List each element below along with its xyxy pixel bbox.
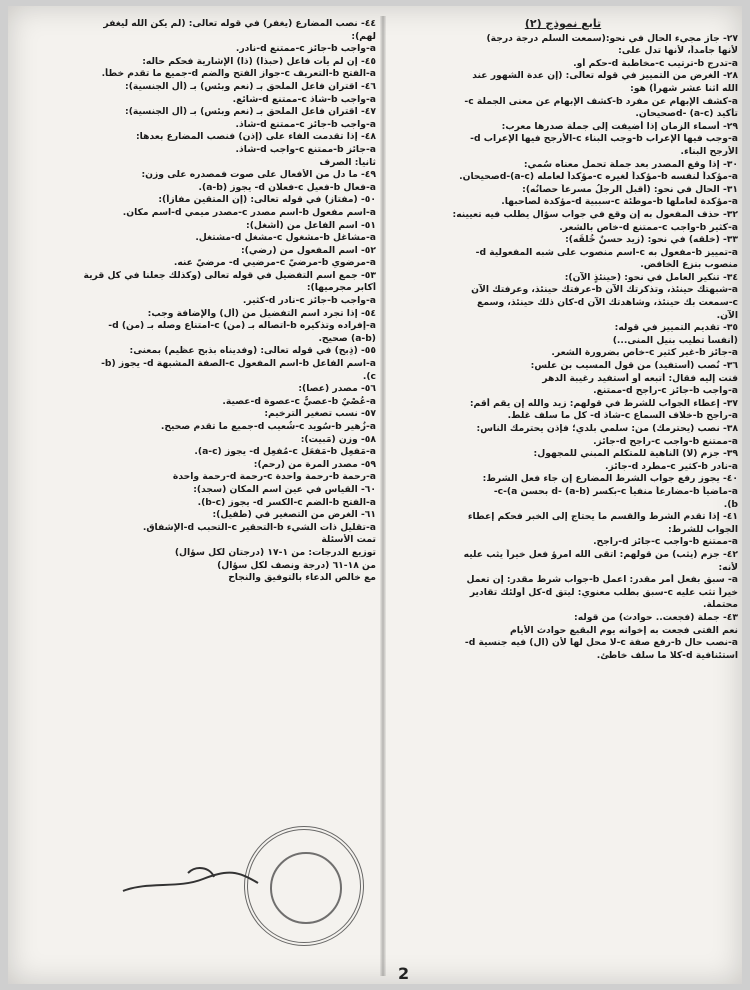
right-column-line: ٣١- الحال في نحو: (أقبل الرجلُ مسرعاً حصانُه): [522,183,738,195]
left-column-line: a-جائز b-ممتنع c-واجب d-شاذ. [235,143,376,155]
left-column-line: لهم): [351,30,376,42]
right-column-line: a-كثير b-واجب c-ممتنع d-خاص بالشعر. [559,221,738,233]
left-column-line: تمت الأسئلة [321,534,376,546]
left-column [26,18,376,958]
right-column-line: لأنه: [718,561,738,573]
left-column-line: ٤٨- إذا تقدمت الفاء على (إذن) فنصب المضارع بعدها: [135,131,376,143]
right-column-line: c-سمعت بك حينئذ، وشاهدتك الآن d-كان ذلك حينئذ، وسمع [477,297,738,309]
right-column-line: ٣٣- (خلقه) في نحو: (زيد حسنٌ خُلقَه): [565,234,738,246]
right-column-line: ٣٠- إذا وقع المصدر بعد جملة تحمل معناه سُمي: [523,158,738,170]
right-column-line: ٣٤- تنكير العامل في نحو: (حينئذٍ الآن): [564,271,738,283]
page-number: 2 [398,964,410,983]
left-column-line: ٥٩- مصدر المرة من (رحم): [253,458,376,470]
left-column-line: ٥٤- إذا تجرد اسم التفضيل من (أل) والإضافة وجب: [147,307,376,319]
left-column-line: أكابر مجرميها): [306,282,376,294]
right-column-line: a-ممتنع b-واجب c-راجح d-جائز. [593,435,738,447]
left-column-line: ٥٧- نسب تصغير الترخيم: [264,408,376,420]
right-column-line: a-شبهتك حينئذ، وتذكرتك الآن b-عرفتك حينئذ، وعرفتك الآن [471,284,738,296]
left-column-line: a-واجب b-شاذ c-ممتنع d-شائع. [232,93,376,105]
left-column-line: a-مشاغل b-مشغول c-مشغل d-مشتغل. [195,232,376,244]
right-column-line: خيراً تثب عليه c-سبق بطلب معنوي: ليتق d-كل أولئك تقادير [469,586,738,598]
right-column-line: ٤٢- جزم (يثب) من قولهم: اتقى الله امرؤ فعل خيراً يثب عليه [463,548,738,560]
right-column-line: لأنها جامداً، لأنها تدل على: [618,45,738,57]
left-column-line: a-واجب b-جائز c-نادر d-كثير. [242,295,376,307]
right-column-line: ٣٨- نصب (يحترمك) من: سلمي بلدي؛ فإذن يحترمك الناس: [476,423,738,434]
left-column-line: a-تقليل ذات الشيء b-التحقير c-التحبب d-الإشفاق. [142,521,376,533]
right-column-line: a-نادر b-كثير c-مطرد d-جائز. [605,460,738,472]
left-question-list [26,18,376,585]
right-column-line: (أنفساً تطيب بنيل المنى...) [612,334,738,346]
left-column-line: a-رحمة b-رحمة واحدة c-رحمة d-رحمة واحدة [172,471,376,483]
right-column-line: a-كشف الإبهام عن مفرد b-كشف الإبهام عن معنى الجملة c- [464,95,738,107]
right-column-line: فنت إليه فقال: أتبعه أو أستفيد رغيبة الدهر [542,372,738,384]
left-column-line: (a-b) صحيح. [318,332,376,344]
left-column-line: ٥٢- اسم المفعول من (رضي): [241,244,376,256]
right-column-line: a-ممتنع b-واجب c-جائز d-راجح. [593,536,738,548]
left-column-line: a-الفتح b-التعريف c-جواز الفتح والضم d-جميع ما تقدم خطأ. [101,68,376,80]
right-column-line: ٢٨- الغرض من التمييز في قوله تعالى: (إن عدة الشهور عند [472,70,738,82]
right-column-line: نعم الفتى فجعت به إخوانه يوم البقيع حوادث الأيام [510,624,738,636]
left-column-line: توزيع الدرجات: من ١-١٧ (درجتان لكل سؤال) [174,546,376,558]
left-column-line: a-مرضوي b-مرضيّ c-مرضيي d- مرضيّ عنه. [173,257,376,269]
right-column-line: استئنافية d-كلا ما سلف خاطئ. [596,649,738,661]
page-fold [380,16,386,976]
right-column-line: a-ماضياً b-مضارعاً منفياً c-بكسر d- (a-b) بحسن c-(a- [493,485,738,497]
right-column-line: ٤٠- يجوز رفع جواب الشرط المضارع إن جاء فعل الشرط: [482,473,738,485]
right-column-line: a-مؤكداً لنفسه b-مؤكداً لغيره c-مؤكداً لعامله d-(a-c)صحيحان. [459,171,738,183]
right-column-line: ٢٧- جاز مجيء الحال في نحو:(سمعت السلم درجة درجة) [486,32,738,44]
left-column-line: a-مَفعِل b-مَفعَل c-مُفعِل d- يجوز (a-c). [194,446,376,458]
right-column-line: محتملة. [702,599,738,611]
left-column-line: a-واجب b-جائز c-ممتنع d-شاذ. [235,118,376,130]
right-column-line: ٣٧- إعطاء الجواب للشرط في قولهم: زيد والله إن يقم أقم: [469,397,738,409]
right-column-line: الجواب للشرط: [667,523,738,535]
left-column-line: a-عُصْيٌ b-عصيٌّ c-عصوة d-عصية. [222,395,376,407]
left-column-line: ٤٦- اقتران فاعل الملحق بـ (نعم وبئس) بـ (أل الجنسية): [125,80,376,92]
right-column-line: الآن. [716,309,738,321]
left-column-line: a-واجب b-جائز c-ممتنع d-نادر. [235,43,376,55]
right-column-line: a-تدرج b-ترتيب c-مخاطبة d-حكم أو. [573,57,738,69]
left-column-line: a-اسم مفعول b-اسم مصدر c-مصدر ميمي d-اسم مكان. [122,206,376,218]
left-column-line: ٥٥- (ذِبح) في قوله تعالى: (وفديناه بذبح عظيم) بمعنى: [129,345,376,357]
right-column [388,18,738,958]
right-column-line: ٣٦- نُصب (أستفيد) من قول المسيب بن علس: [530,360,738,372]
left-column-line: a-الفتح b-الضم c-الكسر d- يجوز (b-c). [197,496,376,508]
right-column-line: ٤١- إذا تقدم الشرط والقسم ما يحتاج إلى الخبر فحكم إعطاء [467,511,738,523]
left-column-line: ٥٦- مصدر (عصا): [298,383,376,395]
left-column-line: من ١٨-٦١ (درجة ونصف لكل سؤال) [217,559,376,571]
left-column-line: مع خالص الدعاء بالتوفيق والنجاح [228,572,376,584]
right-column-line: a-واجب b-جائز c-راجح d-ممتنع. [593,385,738,397]
right-column-line: a-مؤكدة لعاملها b-موطئة c-سببية d-مؤكدة لصاحبها. [501,196,738,208]
right-column-line: ٤٣- جملة (فجعت.. حوادث) من قوله: [574,611,738,623]
signature [118,861,268,901]
left-column-line: ٦٠- القياس في عين اسم المكان (سجد): [193,483,376,495]
left-column-line: ٥١- اسم الفاعل من (أشغل): [246,219,376,231]
right-column-line: a-تمييز b-مفعول به c-اسم منصوب على شبه المفعولية d- [475,246,738,258]
right-column-line: الأرجح البناء. [680,145,738,157]
right-column-line: a-نصب حال b-رفع صفة c-لا محل لها لأن (ال) فيه جنسية d- [464,637,738,649]
right-column-line: ٣٢- حذف المفعول به إن وقع في جواب سؤال يطلب فيه تعيينه: [452,208,738,220]
left-column-line: ثانياً: الصرف [319,156,376,168]
right-column-line: ٣٥- تقديم التمييز في قوله: [614,322,738,334]
right-header: تابع نموذج (٢) [524,18,602,30]
right-column-line: الله اثنا عشر شهراً) هو: [630,82,738,94]
right-column-line: b). [723,498,738,510]
left-column-line: ٥٣- جمع اسم التفضيل في قوله تعالى (وكذلك جعلنا في كل قرية [83,269,376,281]
right-column-line: تأكيد d- (a-c)صحيحان. [635,108,738,120]
right-column-line: a-جائز b-غير كثير c-خاص بضرورة الشعر. [551,347,738,359]
left-column-line: c). [362,370,376,382]
right-column-line: منصوب بنزع الخافض. [640,259,738,271]
right-column-line: a- سبق بفعل أمر مقدر: اعمل b-جواب شرط مقدر: إن تعمل [466,574,738,586]
right-column-line: a-راجح b-خلاف السماع c-شاذ d- كل ما سلف غلط. [507,410,738,422]
left-column-line: ٥٠- (مفتاز) في قوله تعالى: (إن المتقين مفازاً): [158,194,376,206]
left-column-line: ٤٤- نصب المضارع (يغفر) في قوله تعالى: (لم يكن الله ليغفر [103,18,376,29]
right-question-list [388,33,738,663]
exam-sheet [8,6,742,984]
left-column-line: ٥٨- وزن (مَبيت): [300,433,376,445]
left-column-line: ٦١- الغرض من التصغير في (طفيل): [212,509,376,521]
right-column-line: a-وجب فيها الإعراب b-وجب البناء c-الأرجح فيها الإعراب d- [470,133,738,145]
left-column-line: a-فعال b-فعيل c-فعلان d- يجوز (a-b). [198,181,376,193]
left-column-line: a-اسم الفاعل b-اسم المفعول c-الصفة المشبهة d- يجوز (b- [101,358,376,370]
left-column-line: ٤٩- ما دل من الأفعال على صوت فمصدره على وزن: [141,169,376,181]
left-column-line: ٤٥- إن لم يأت فاعل (حبذا) (ذا) الإشارية فحكم حاله: [142,55,376,67]
left-column-line: ٤٧- اقتران فاعل الملحق بـ (نعم وبئس) بـ (أل الجنسية): [125,106,376,118]
right-column-line: ٢٩- أسماء الزمان إذا أضيفت إلى جملة صدرها معرب: [501,120,738,132]
left-column-line: a-زُهير b-سُويد c-شُعيب d-جميع ما تقدم صحيح. [160,421,376,432]
right-column-line: ٣٩- جزم (لا) الناهية للمتكلم المبني للمجهول: [533,448,738,460]
left-column-line: a-إفراده وتذكيره b-اتصاله بـ (من) c-امتناع وصله بـ (من) d- [108,320,376,332]
